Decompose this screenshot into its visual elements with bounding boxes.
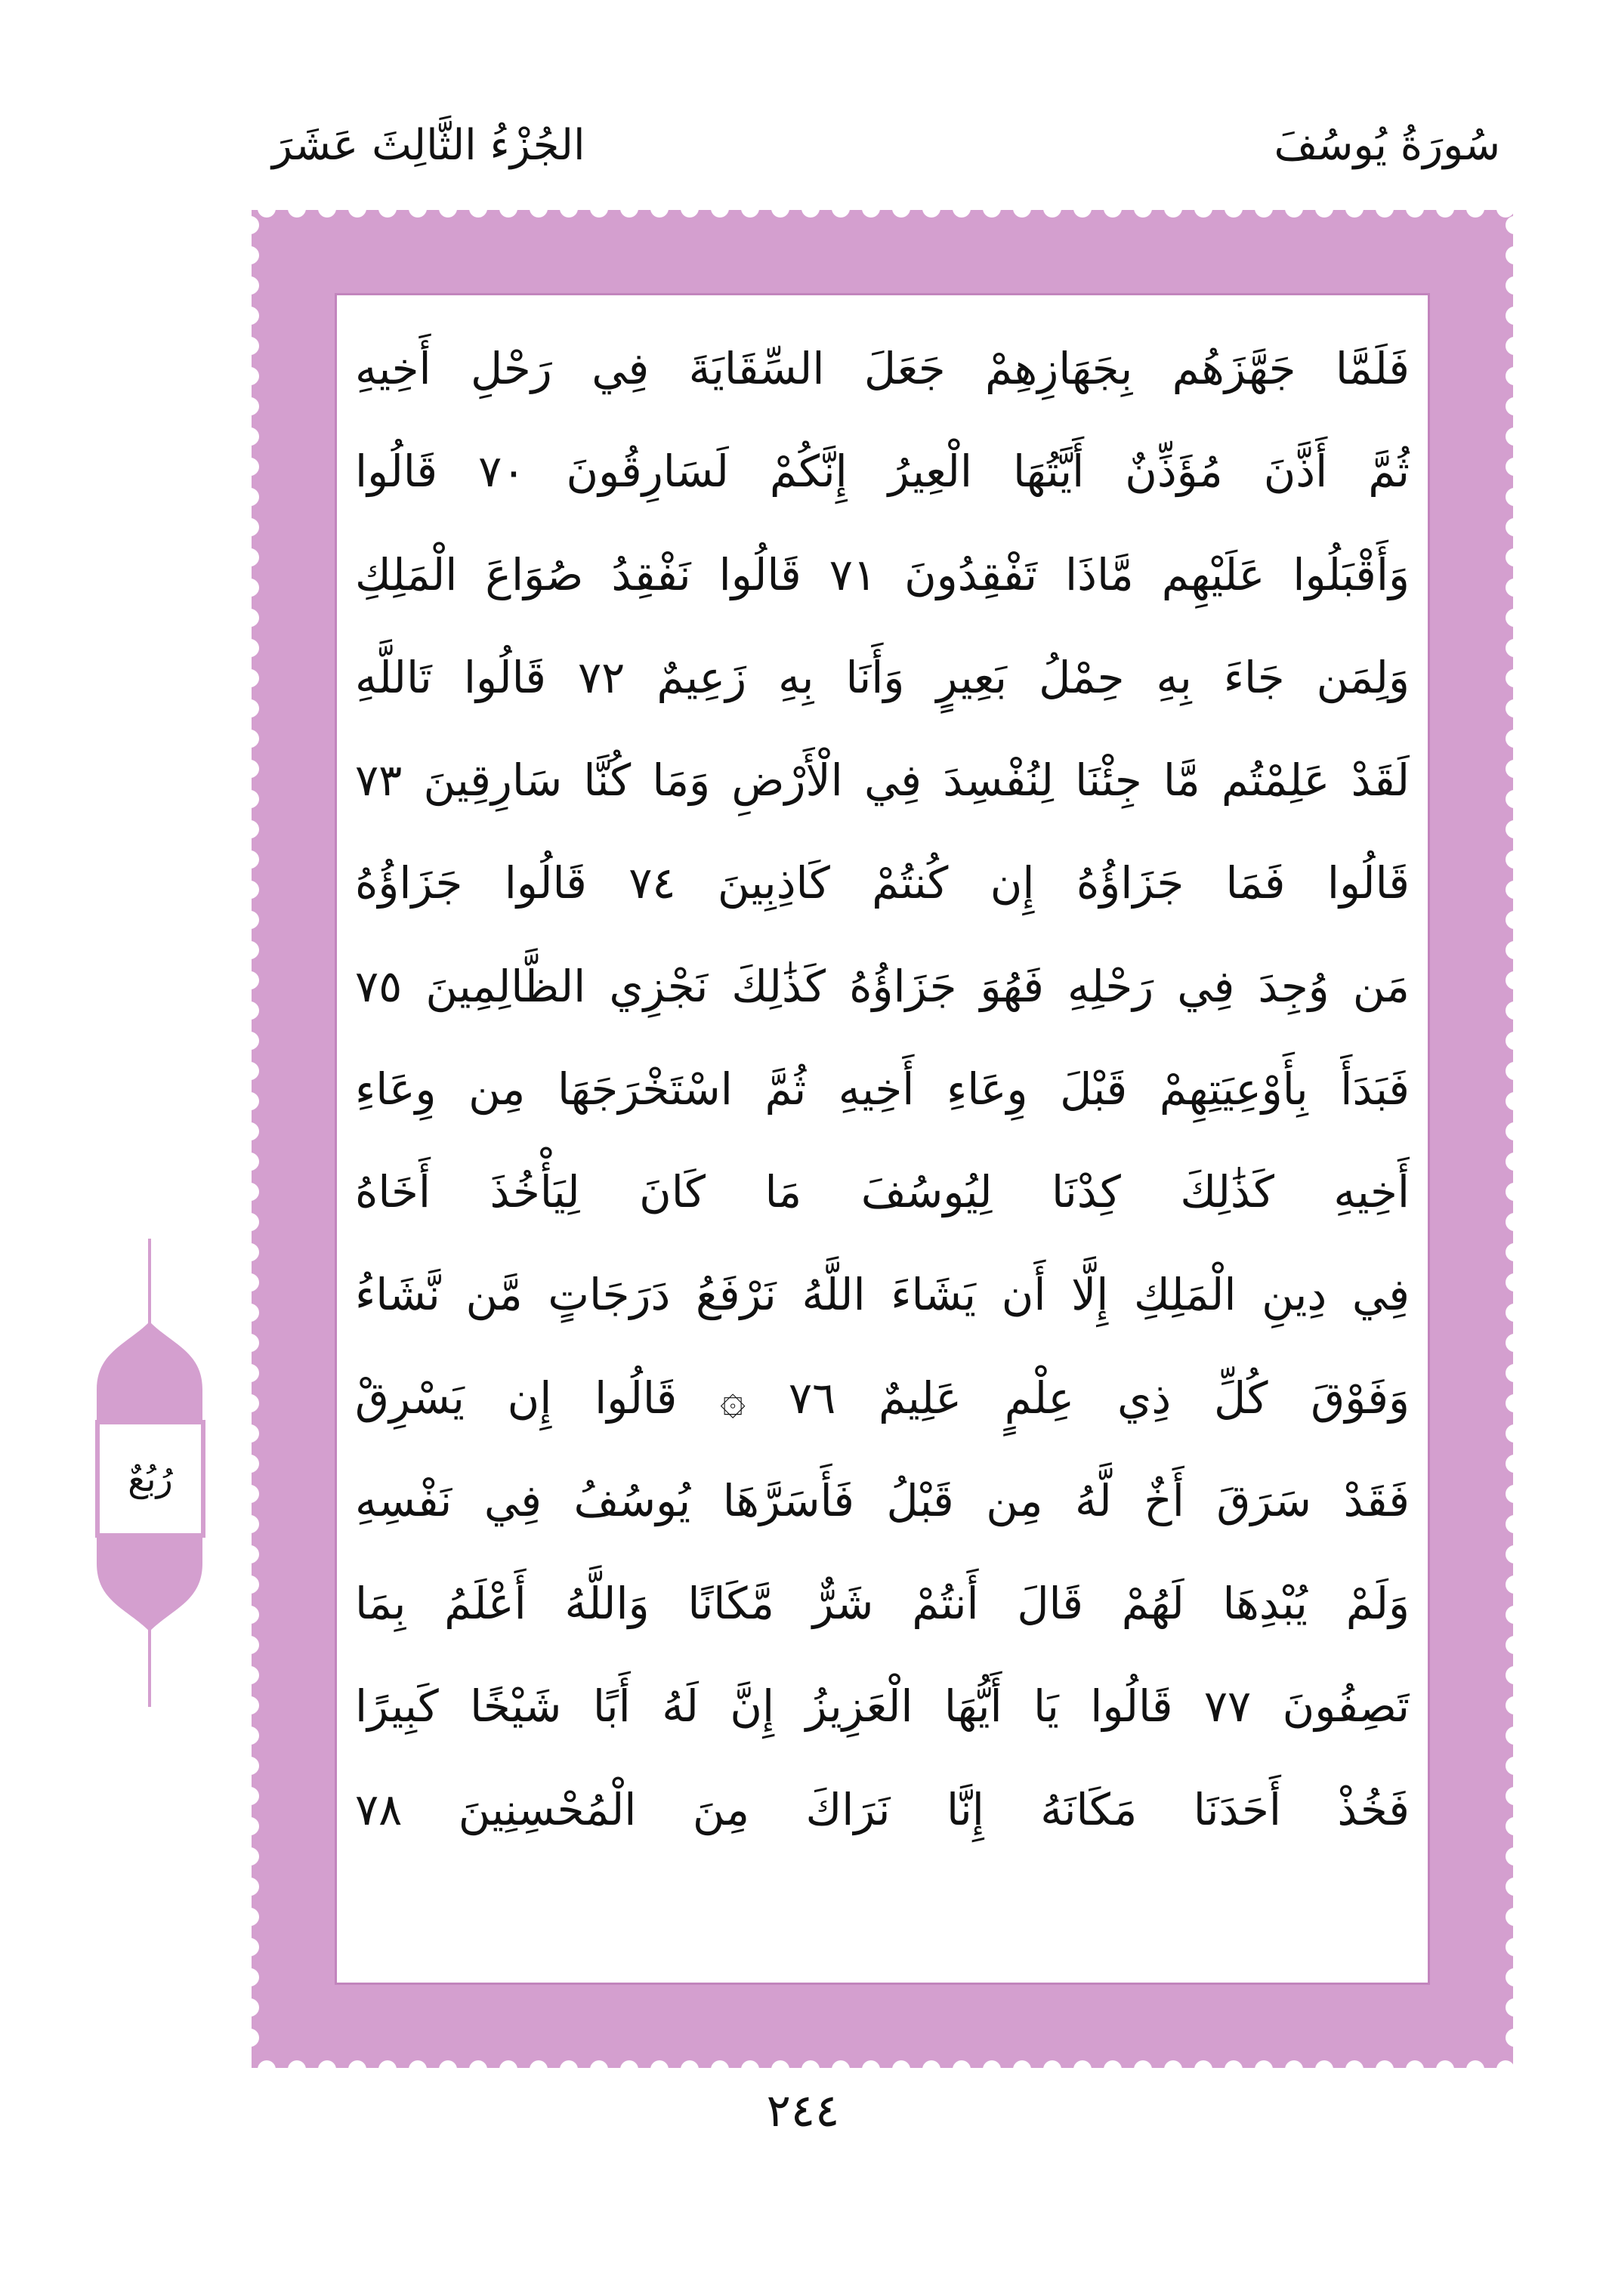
frame-scallop [1345, 2060, 1364, 2068]
frame-scallop [252, 669, 259, 687]
frame-scallop [1506, 1787, 1513, 1805]
frame-scallop [252, 1757, 259, 1775]
frame-scallop [252, 1062, 259, 1080]
frame-scallop [1013, 2060, 1031, 2068]
frame-scallop [1506, 458, 1513, 476]
frame-scallop [1436, 2060, 1454, 2068]
frame-scallop [1496, 2060, 1513, 2068]
frame-scallop [1506, 609, 1513, 627]
frame-scallop [252, 246, 259, 264]
frame-scallop [252, 1122, 259, 1140]
frame-scallop [1506, 1032, 1513, 1050]
frame-scallop [1506, 1727, 1513, 1745]
frame-scallop [1506, 337, 1513, 355]
frame-scallop [892, 2060, 910, 2068]
frame-scallop [681, 210, 699, 218]
frame-scallop [469, 2060, 487, 2068]
frame-scallop [983, 2060, 1001, 2068]
frame-scallop [252, 1817, 259, 1835]
frame-scallop [252, 1515, 259, 1533]
verse-line-5: لَقَدْ عَلِمْتُم مَّا جِئْنَا لِنُفْسِدَ فِي الْأَرْضِ وَمَا كُنَّا سَارِقِينَ ٧٣ [355, 755, 1410, 806]
surah-name-header: سُورَةُ يُوسُفَ [1274, 121, 1500, 170]
frame-scallop [1406, 210, 1424, 218]
frame-scallop [1506, 397, 1513, 415]
frame-scallop [252, 427, 259, 446]
frame-scallop [801, 2060, 820, 2068]
frame-scallop [252, 1787, 259, 1805]
frame-scallop [252, 699, 259, 718]
frame-scallop [378, 2060, 397, 2068]
frame-scallop [252, 216, 259, 234]
verse-line-9: أَخِيهِ كَذَٰلِكَ كِدْنَا لِيُوسُفَ مَا كَانَ لِيَأْخُذَ أَخَاهُ [355, 1166, 1410, 1217]
frame-scallop [530, 210, 548, 218]
frame-scallop [832, 210, 850, 218]
frame-scallop [252, 1847, 259, 1866]
frame-scallop [499, 210, 517, 218]
frame-scallop [252, 1545, 259, 1563]
frame-scallop [252, 850, 259, 869]
frame-scallop [252, 307, 259, 325]
juz-name-header: الجُزْءُ الثَّالِثَ عَشَرَ [272, 121, 585, 170]
frame-scallop [1506, 1938, 1513, 1956]
frame-scallop [252, 609, 259, 627]
frame-scallop [252, 337, 259, 355]
frame-scallop [252, 1908, 259, 1926]
frame-scallop [1506, 911, 1513, 929]
frame-scallop [1506, 1606, 1513, 1624]
frame-scallop [252, 1606, 259, 1624]
frame-scallop [741, 210, 759, 218]
frame-scallop [1073, 2060, 1092, 2068]
frame-scallop [1013, 210, 1031, 218]
frame-scallop [711, 210, 729, 218]
frame-scallop [1164, 210, 1182, 218]
frame-scallop [1506, 820, 1513, 838]
frame-scallop [1506, 1636, 1513, 1654]
verse-line-11: وَفَوْقَ كُلِّ ذِي عِلْمٍ عَلِيمٌ ٧٦ ۞ قَالُوا إِن يَسْرِقْ [355, 1372, 1410, 1424]
frame-scallop [1285, 2060, 1303, 2068]
verse-line-12: فَقَدْ سَرَقَ أَخٌ لَّهُ مِن قَبْلُ فَأَسَرَّهَا يُوسُفُ فِي نَفْسِهِ [355, 1474, 1410, 1526]
frame-scallop [348, 2060, 366, 2068]
frame-scallop [1506, 216, 1513, 234]
frame-scallop [892, 210, 910, 218]
frame-scallop [252, 1575, 259, 1594]
frame-scallop [252, 1243, 259, 1261]
frame-scallop [1506, 1273, 1513, 1292]
frame-scallop [922, 2060, 940, 2068]
verse-line-14: تَصِفُونَ ٧٧ قَالُوا يَا أَيُّهَا الْعَزِيزُ إِنَّ لَهُ أَبًا شَيْخًا كَبِيرًا [355, 1680, 1410, 1733]
page-number: ٢٤٤ [766, 2085, 840, 2137]
frame-scallop [252, 1968, 259, 1986]
frame-scallop [953, 210, 971, 218]
frame-scallop [252, 911, 259, 929]
frame-scallop [1506, 1515, 1513, 1533]
frame-scallop [409, 210, 427, 218]
frame-scallop [252, 488, 259, 506]
frame-scallop [1466, 210, 1484, 218]
frame-scallop [1506, 790, 1513, 808]
frame-scallop [620, 210, 638, 218]
frame-scallop [771, 210, 789, 218]
frame-scallop [862, 2060, 880, 2068]
frame-scallop [1506, 1243, 1513, 1261]
frame-scallop [252, 941, 259, 959]
frame-scallop [252, 1998, 259, 2017]
frame-scallop [252, 1183, 259, 1201]
frame-scallop [1506, 1183, 1513, 1201]
frame-scallop [862, 210, 880, 218]
frame-scallop [1194, 2060, 1212, 2068]
frame-scallop [1506, 1334, 1513, 1352]
verse-line-2: ثُمَّ أَذَّنَ مُؤَذِّنٌ أَيَّتُهَا الْعِيرُ إِنَّكُمْ لَسَارِقُونَ ٧٠ قَالُوا [355, 446, 1410, 498]
frame-scallop [1506, 1666, 1513, 1684]
frame-scallop [252, 1394, 259, 1412]
frame-scallop [650, 2060, 669, 2068]
frame-scallop [1285, 210, 1303, 218]
frame-scallop [1506, 1394, 1513, 1412]
frame-scallop [252, 1636, 259, 1654]
frame-scallop [832, 2060, 850, 2068]
frame-scallop [1506, 1213, 1513, 1231]
frame-scallop [1506, 307, 1513, 325]
frame-scallop [252, 2029, 259, 2047]
frame-scallop [252, 790, 259, 808]
frame-scallop [590, 2060, 608, 2068]
frame-scallop [711, 2060, 729, 2068]
frame-scallop [252, 639, 259, 657]
frame-scallop [1506, 1485, 1513, 1503]
frame-scallop [252, 730, 259, 748]
frame-scallop [378, 210, 397, 218]
frame-scallop [1506, 1001, 1513, 1020]
frame-scallop [1255, 2060, 1273, 2068]
frame-scallop [1506, 850, 1513, 869]
frame-scallop [1496, 210, 1513, 218]
verse-line-8: فَبَدَأَ بِأَوْعِيَتِهِمْ قَبْلَ وِعَاءِ أَخِيهِ ثُمَّ اسْتَخْرَجَهَا مِن وِعَاءِ [355, 1063, 1410, 1115]
frame-scallop [252, 1032, 259, 1050]
frame-scallop [1506, 669, 1513, 687]
frame-scallop [252, 1153, 259, 1171]
frame-scallop [590, 210, 608, 218]
frame-scallop [1506, 699, 1513, 718]
frame-scallop [252, 367, 259, 385]
frame-scallop [1506, 1153, 1513, 1171]
verse-line-3: وَأَقْبَلُوا عَلَيْهِم مَّاذَا تَفْقِدُونَ ٧١ قَالُوا نَفْقِدُ صُوَاعَ الْمَلِكِ [355, 548, 1410, 600]
frame-scallop [1506, 881, 1513, 899]
frame-scallop [252, 548, 259, 566]
frame-scallop [1506, 367, 1513, 385]
frame-scallop [1225, 2060, 1243, 2068]
frame-scallop [1104, 2060, 1122, 2068]
frame-scallop [1506, 1364, 1513, 1382]
frame-scallop [1225, 210, 1243, 218]
frame-scallop [1315, 2060, 1333, 2068]
frame-scallop [1194, 210, 1212, 218]
frame-scallop [252, 1424, 259, 1443]
frame-scallop [252, 881, 259, 899]
frame-scallop [650, 210, 669, 218]
frame-scallop [1506, 246, 1513, 264]
frame-scallop [1466, 2060, 1484, 2068]
frame-scallop [1506, 1847, 1513, 1866]
frame-scallop [318, 210, 336, 218]
frame-scallop [801, 210, 820, 218]
frame-scallop [252, 1273, 259, 1292]
frame-scallop [1376, 2060, 1394, 2068]
frame-scallop [1506, 1545, 1513, 1563]
frame-scallop [252, 1092, 259, 1110]
frame-scallop [1043, 2060, 1061, 2068]
frame-scallop [1506, 1757, 1513, 1775]
frame-scallop [1506, 488, 1513, 506]
frame-scallop [620, 2060, 638, 2068]
frame-scallop [252, 971, 259, 989]
frame-scallop [1506, 579, 1513, 597]
frame-scallop [252, 1666, 259, 1684]
frame-scallop [1506, 1908, 1513, 1926]
frame-scallop [252, 276, 259, 295]
frame-scallop [1043, 210, 1061, 218]
frame-scallop [922, 210, 940, 218]
verse-line-15: فَخُذْ أَحَدَنَا مَكَانَهُ إِنَّا نَرَاكَ مِنَ الْمُحْسِنِينَ ٧٨ [355, 1783, 1410, 1835]
frame-scallop [1506, 1304, 1513, 1322]
frame-scallop [1436, 210, 1454, 218]
frame-scallop [252, 1878, 259, 1896]
frame-scallop [1506, 548, 1513, 566]
frame-scallop [1506, 639, 1513, 657]
frame-scallop [252, 1696, 259, 1714]
frame-scallop [1506, 1062, 1513, 1080]
frame-scallop [1506, 276, 1513, 295]
frame-scallop [560, 2060, 578, 2068]
frame-scallop [1315, 210, 1333, 218]
verse-line-6: قَالُوا فَمَا جَزَاؤُهُ إِن كُنتُمْ كَاذِبِينَ ٧٤ قَالُوا جَزَاؤُهُ [355, 857, 1410, 909]
frame-scallop [499, 2060, 517, 2068]
verse-lines [355, 317, 1410, 1964]
frame-scallop [1164, 2060, 1182, 2068]
frame-scallop [252, 397, 259, 415]
frame-scallop [348, 210, 366, 218]
verse-line-13: وَلَمْ يُبْدِهَا لَهُمْ قَالَ أَنتُمْ شَرٌّ مَّكَانًا وَاللَّهُ أَعْلَمُ بِمَا [355, 1578, 1410, 1629]
verse-line-7: مَن وُجِدَ فِي رَحْلِهِ فَهُوَ جَزَاؤُهُ كَذَٰلِكَ نَجْزِي الظَّالِمِينَ ٧٥ [355, 960, 1410, 1012]
frame-scallop [741, 2060, 759, 2068]
frame-scallop [258, 210, 276, 218]
frame-scallop [252, 458, 259, 476]
frame-scallop [288, 2060, 306, 2068]
frame-scallop [252, 1455, 259, 1473]
frame-scallop [1134, 210, 1152, 218]
frame-scallop [252, 1334, 259, 1352]
frame-scallop [983, 210, 1001, 218]
frame-scallop [252, 1001, 259, 1020]
frame-scallop [1506, 730, 1513, 748]
frame-scallop [252, 1485, 259, 1503]
frame-scallop [439, 2060, 457, 2068]
rub-label: رُبُعٌ [95, 1420, 205, 1538]
frame-scallop [1506, 427, 1513, 446]
frame-scallop [1104, 210, 1122, 218]
verse-line-1: فَلَمَّا جَهَّزَهُم بِجَهَازِهِمْ جَعَلَ السِّقَايَةَ فِي رَحْلِ أَخِيهِ [355, 343, 1410, 394]
frame-scallop [252, 820, 259, 838]
frame-scallop [252, 760, 259, 778]
frame-scallop [1506, 1998, 1513, 2017]
frame-scallop [1506, 1878, 1513, 1896]
frame-scallop [1506, 1455, 1513, 1473]
frame-scallop [1255, 210, 1273, 218]
frame-scallop [681, 2060, 699, 2068]
frame-scallop [288, 210, 306, 218]
frame-scallop [258, 2060, 276, 2068]
frame-scallop [771, 2060, 789, 2068]
frame-scallop [252, 1304, 259, 1322]
frame-scallop [252, 1364, 259, 1382]
frame-scallop [1506, 1968, 1513, 1986]
frame-scallop [252, 1938, 259, 1956]
frame-scallop [530, 2060, 548, 2068]
frame-scallop [1506, 2029, 1513, 2047]
frame-scallop [1406, 2060, 1424, 2068]
frame-scallop [1506, 1696, 1513, 1714]
frame-scallop [1506, 760, 1513, 778]
frame-scallop [409, 2060, 427, 2068]
frame-scallop [560, 210, 578, 218]
frame-scallop [1506, 1122, 1513, 1140]
frame-scallop [252, 1727, 259, 1745]
frame-scallop [1506, 1817, 1513, 1835]
frame-scallop [252, 579, 259, 597]
verse-line-10: فِي دِينِ الْمَلِكِ إِلَّا أَن يَشَاءَ اللَّهُ نَرْفَعُ دَرَجَاتٍ مَّن نَّشَاءُ [355, 1269, 1410, 1321]
frame-scallop [252, 1213, 259, 1231]
frame-scallop [953, 2060, 971, 2068]
frame-scallop [1506, 1575, 1513, 1594]
frame-scallop [1506, 518, 1513, 536]
frame-scallop [1506, 1424, 1513, 1443]
frame-scallop [1376, 210, 1394, 218]
frame-scallop [1506, 941, 1513, 959]
frame-scallop [439, 210, 457, 218]
frame-scallop [1134, 2060, 1152, 2068]
frame-scallop [1506, 971, 1513, 989]
frame-scallop [1073, 210, 1092, 218]
frame-scallop [252, 518, 259, 536]
verse-line-4: وَلِمَن جَاءَ بِهِ حِمْلُ بَعِيرٍ وَأَنَا بِهِ زَعِيمٌ ٧٢ قَالُوا تَاللَّهِ [355, 651, 1410, 703]
frame-scallop [1506, 1092, 1513, 1110]
frame-scallop [469, 210, 487, 218]
frame-scallop [1345, 210, 1364, 218]
frame-scallop [318, 2060, 336, 2068]
